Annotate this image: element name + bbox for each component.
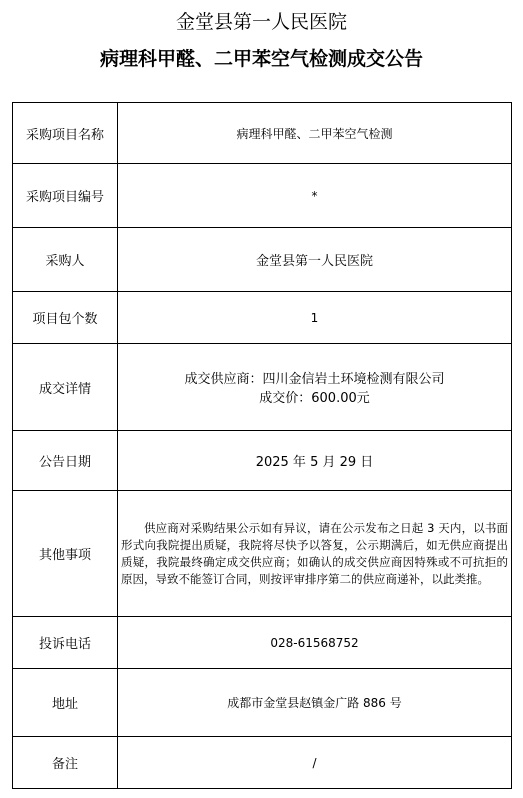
announce-date-value: 2025 年 5 月 29 日 (118, 431, 512, 491)
table-row (13, 344, 512, 431)
package-count-label: 项目包个数 (13, 292, 118, 344)
address-label: 地址 (13, 669, 118, 737)
table-row (13, 669, 512, 737)
table-row (13, 228, 512, 292)
table-row (13, 491, 512, 617)
purchaser-label: 采购人 (13, 228, 118, 292)
table-row (13, 292, 512, 344)
remarks-label: 备注 (13, 737, 118, 789)
deal-details-value (118, 344, 512, 431)
table-row (13, 617, 512, 669)
deal-price: 成交价：600.00元 (259, 391, 370, 406)
project-number-label: 采购项目编号 (13, 164, 118, 228)
address-value: 成都市金堂县赵镇金广路 886 号 (118, 669, 512, 737)
announcement-title: 病理科甲醛、二甲苯空气检测成交公告 (99, 48, 423, 70)
announce-date-label: 公告日期 (13, 431, 118, 491)
purchaser-value: 金堂县第一人民医院 (118, 228, 512, 292)
other-matters-label: 其他事项 (13, 491, 118, 617)
remarks-value: / (118, 737, 512, 789)
table-row (13, 103, 512, 164)
project-name-label: 采购项目名称 (13, 103, 118, 164)
deal-supplier: 成交供应商：四川金信岩土环境检测有限公司 (184, 372, 445, 387)
table-row (13, 164, 512, 228)
complaint-phone-value: 028-61568752 (118, 617, 512, 669)
announcement-table (12, 102, 512, 789)
project-number-value: * (118, 164, 512, 228)
other-matters-text: 供应商对采购结果公示如有异议，请在公示发布之日起 3 天内，以书面形式向我院提出质疑，我院将尽快予以答复，公示期满后，如无供应商提出质疑，我院最终确定成交供应商；如确认的成交供应商因特殊或不可抗拒的原因，导致不能签订合同，则按评审排序第二的供应商递补，以此类推。 (121, 520, 508, 586)
hospital-name: 金堂县第一人民医院 (175, 11, 347, 33)
project-name-value: 病理科甲醛、二甲苯空气检测 (118, 103, 512, 164)
package-count-value: 1 (118, 292, 512, 344)
table-row (13, 737, 512, 789)
complaint-phone-label: 投诉电话 (13, 617, 118, 669)
deal-details-label: 成交详情 (13, 344, 118, 431)
other-matters-cell (118, 491, 512, 617)
table-row (13, 431, 512, 491)
